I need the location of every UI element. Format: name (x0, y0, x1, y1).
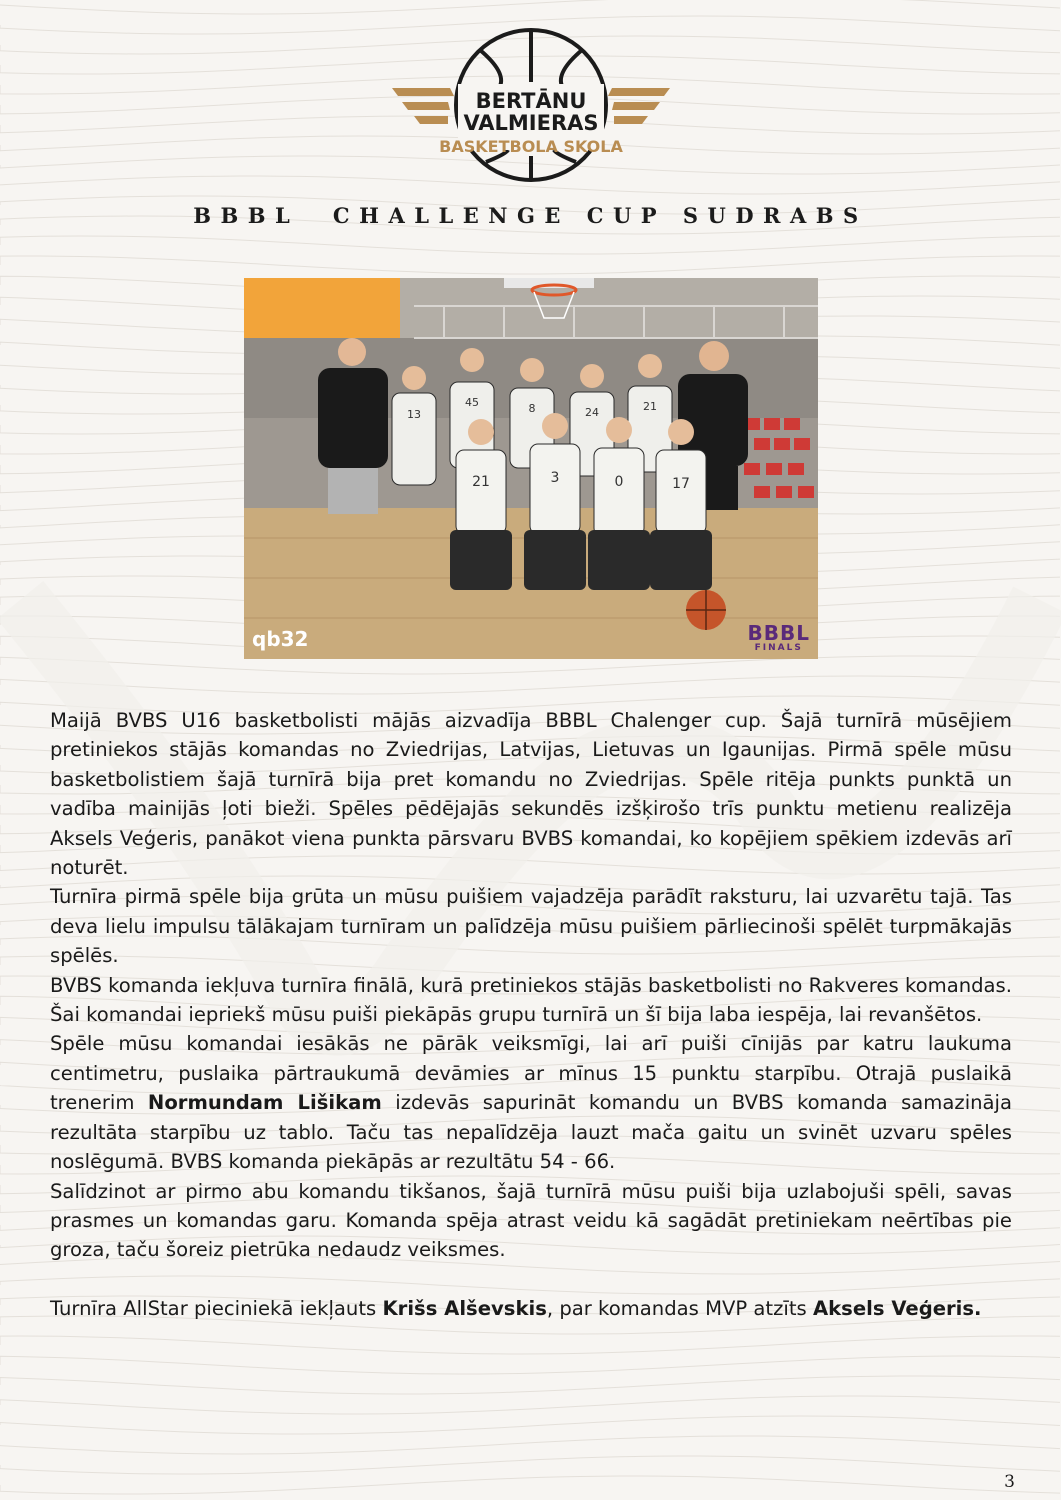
jersey-number: 17 (672, 476, 690, 492)
paragraph: BVBS komanda iekļuva turnīra finālā, kurā pretiniekos stājās basketbolisti no Rakveres komandas. Šai komandai iepriekš mūsu puiši piekāpās grupu turnīrā un šī bija laba iespēja, lai revanšētos. (50, 973, 1012, 1027)
jersey-number: 13 (407, 408, 421, 421)
paragraph: Maijā BVBS U16 basketbolisti mājās aizvadīja BBBL Chalenger cup. Šajā turnīrā mūsējiem pretiniekos stājās komandas no Zviedrijas, Latvijas, Lietuvas un Igaunijas. Pirmā spēle mūsu basketbolistiem šajā turnīrā bija pret komandu no Zviedrijas. Spēle ritēja punkts punktā un vadība mainijās ļoti bieži. Spēles pēdējajās sekundēs izšķirošo trīs punktu metienu realizēja Aksels Veģeris, panākot viena punkta pārsvaru BVBS komandai, ko kopējiem spēkiem izdevās arī noturēt. (50, 709, 1012, 880)
paragraph-gap (50, 1265, 1012, 1294)
logo-line3: BASKETBOLA SKOLA (439, 137, 623, 156)
page-title: BBBL CHALLENGE CUP SUDRABS (193, 203, 868, 228)
event-watermark (748, 623, 810, 653)
paragraph: Turnīra pirmā spēle bija grūta un mūsu puišiem vajadzēja parādīt raksturu, lai uzvarētu tajā. Tas deva lielu impulsu tālākajam turnīram un palīdzēja mūsu puišiem pārliecinoši spēlēt turpmākajās spēlēs. (50, 885, 1012, 968)
mvp-player-name: Aksels Veģeris. (812, 1297, 982, 1321)
jersey-number: 21 (472, 474, 490, 490)
paragraph-text: Turnīra AllStar pieciniekā iekļauts (50, 1297, 383, 1321)
jersey-number: 3 (550, 470, 560, 486)
article-body (50, 706, 1012, 1324)
paragraph-text: Spēle mūsu komandai iesākās ne pārāk veiksmīgi, lai arī puiši cīnijās par katru laukuma centimetru, puslaika pārtraukumā devāmies ar mīnus 15 punktu starpību. Otrajā puslaikā trenerim (50, 1032, 1012, 1115)
logo-line2: VALMIERAS (463, 111, 599, 135)
jersey-number: 21 (643, 400, 657, 413)
page-number: 3 (1004, 1472, 1015, 1492)
allstar-player-name: Krišs Alševskis (382, 1297, 547, 1321)
paragraph-text: izdevās sapurināt komandu un BVBS komanda samazināja rezultāta starpību uz tablo. Taču tas nepalīdzēja lauzt mača gaitu un svinēt uzvaru spēles noslēgumā. BVBS komanda piekāpās ar rezultātu 54 - 66. (50, 1091, 1013, 1174)
event-watermark-top: BBBL (747, 621, 810, 645)
jersey-number: 24 (585, 406, 599, 419)
team-photo (244, 278, 818, 659)
coach-name: Normundam Lišikam (147, 1091, 382, 1115)
event-watermark-bottom: FINALS (754, 643, 803, 653)
photographer-watermark: qb32 (252, 627, 309, 651)
right-wing-icon (608, 88, 670, 124)
jersey-number: 0 (614, 474, 624, 490)
paragraph: Salīdzinot ar pirmo abu komandu tikšanos, šajā turnīrā mūsu puiši bija uzlabojuši spēli, savas prasmes un komandas garu. Komanda spēja atrast veidu kā sagādāt pretiniekam neērtības pie groza, taču šoreiz pietrūka nedaudz veiksmes. (50, 1179, 1012, 1262)
left-wing-icon (392, 88, 454, 124)
paragraph (50, 1029, 1012, 1176)
jersey-number: 45 (465, 396, 479, 409)
jersey-number: 8 (528, 402, 536, 415)
paragraph-text: , par komandas MVP atzīts (546, 1297, 813, 1321)
school-logo (388, 22, 674, 188)
logo-line1: BERTĀNU (475, 89, 587, 113)
paragraph (50, 1294, 1012, 1323)
